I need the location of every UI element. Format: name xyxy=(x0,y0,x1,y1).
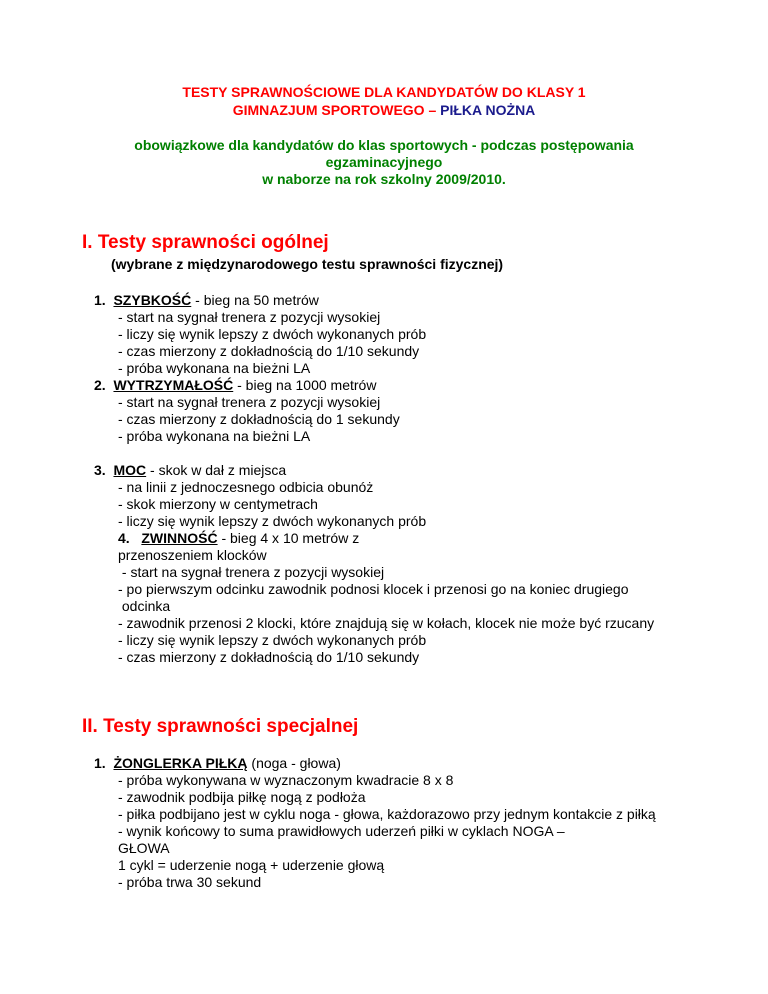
title-school: GIMNAZJUM SPORTOWEGO – xyxy=(232,102,441,118)
list-item: - wynik końcowy to suma prawidłowych uderzeń piłki w cyklach NOGA – xyxy=(118,823,565,839)
title-discipline: PIŁKA NOŻNA xyxy=(440,102,536,118)
list-item: - start na sygnał trenera z pozycji wysokiej xyxy=(118,309,381,325)
list-item: - liczy się wynik lepszy z dwóch wykonanych prób xyxy=(118,326,427,342)
doc-title-line1: TESTY SPRAWNOŚCIOWE DLA KANDYDATÓW DO KLASY 1 xyxy=(182,84,586,100)
list-item: - po pierwszym odcinku zawodnik podnosi klocek i przenosi go na koniec drugiego xyxy=(118,581,629,597)
list-item: - piłka podbijano jest w cyklu noga - głowa, każdorazowo przy jednym kontakcie z piłką xyxy=(118,806,656,822)
list-item: - na linii z jednoczesnego odbicia obunóż xyxy=(118,479,374,495)
test-power-desc: - skok w dał z miejsca xyxy=(146,462,287,478)
test-speed-desc: - bieg na 50 metrów xyxy=(191,292,319,308)
test-juggling-name: ŻONGLERKA PIŁKĄ xyxy=(113,755,248,771)
list-item: - próba wykonana na bieżni LA xyxy=(118,428,311,444)
list-item: - próba trwa 30 sekund xyxy=(118,874,262,890)
list-item: - start na sygnał trenera z pozycji wysokiej xyxy=(118,394,381,410)
list-item: GŁOWA xyxy=(118,840,170,856)
test-agility-desc: - bieg 4 x 10 metrów z xyxy=(217,530,360,546)
test-agility-cont: przenoszeniem klocków xyxy=(118,547,267,563)
list-item: - skok mierzony w centymetrach xyxy=(118,496,318,512)
list-item: 1 cykl = uderzenie nogą + uderzenie głową xyxy=(118,857,385,873)
test-speed-num: 1. xyxy=(94,292,106,308)
test-power-name: MOC xyxy=(113,462,147,478)
list-item: - liczy się wynik lepszy z dwóch wykonanych prób xyxy=(118,632,427,648)
test-power-num: 3. xyxy=(94,462,106,478)
doc-title-line2 xyxy=(0,101,768,119)
test-juggling xyxy=(94,755,341,772)
test-agility-num: 4. xyxy=(118,530,130,546)
test-endurance-desc: - bieg na 1000 metrów xyxy=(233,377,377,393)
test-agility xyxy=(118,530,359,547)
list-item: - zawodnik podbija piłkę nogą z podłoża xyxy=(118,789,366,805)
test-endurance-num: 2. xyxy=(94,377,106,393)
test-power xyxy=(94,462,286,479)
test-speed-name: SZYBKOŚĆ xyxy=(113,292,192,308)
section1-heading: I. Testy sprawności ogólnej xyxy=(82,232,329,253)
test-endurance xyxy=(94,377,376,394)
subtitle-line1: obowiązkowe dla kandydatów do klas sportowych - podczas postępowania xyxy=(134,137,634,153)
list-item: - start na sygnał trenera z pozycji wysokiej xyxy=(118,564,385,580)
test-juggling-desc: (noga - głowa) xyxy=(247,755,341,771)
list-item: - zawodnik przenosi 2 klocki, które znajdują się w kołach, klocek nie może być rzucany xyxy=(118,615,655,631)
section2-heading: II. Testy sprawności specjalnej xyxy=(82,716,359,737)
subtitle-line3: w naborze na rok szkolny 2009/2010. xyxy=(262,171,506,187)
subtitle-line2: egzaminacyjnego xyxy=(325,154,443,170)
test-juggling-num: 1. xyxy=(94,755,106,771)
section1-note: (wybrane z międzynarodowego testu sprawności fizycznej) xyxy=(111,256,504,272)
test-endurance-name: WYTRZYMAŁOŚĆ xyxy=(113,377,234,393)
test-speed xyxy=(94,292,319,309)
list-item: odcinka xyxy=(118,598,171,614)
list-item: - czas mierzony z dokładnością do 1/10 sekundy xyxy=(118,649,420,665)
list-item: - próba wykonywana w wyznaczonym kwadracie 8 x 8 xyxy=(118,772,454,788)
list-item: - liczy się wynik lepszy z dwóch wykonanych prób xyxy=(118,513,427,529)
list-item: - czas mierzony z dokładnością do 1/10 sekundy xyxy=(118,343,420,359)
list-item: - czas mierzony z dokładnością do 1 sekundy xyxy=(118,411,400,427)
test-agility-name: ZWINNOŚĆ xyxy=(141,530,218,546)
list-item: - próba wykonana na bieżni LA xyxy=(118,360,311,376)
